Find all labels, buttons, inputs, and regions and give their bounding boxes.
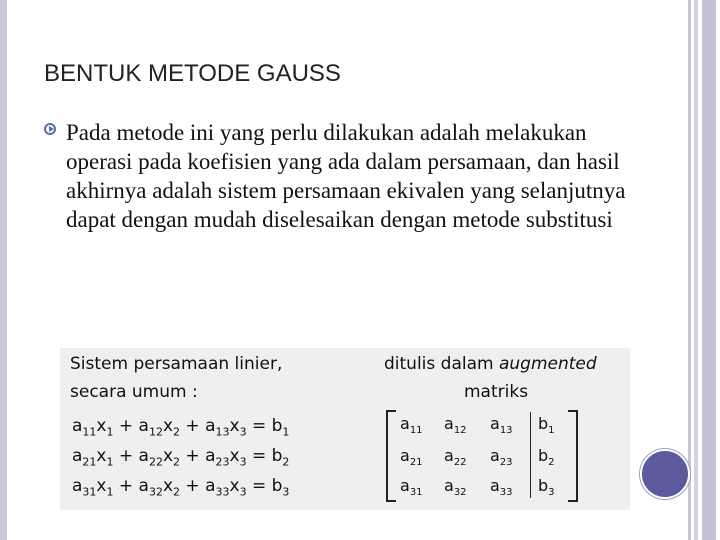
right-caption-italic: augmented <box>498 354 597 374</box>
matrix-cell: $a_{13}$ <box>490 414 513 437</box>
matrix-cell: $a_{11}$ <box>400 414 423 437</box>
right-caption-text: ditulis dalam <box>384 354 499 374</box>
bullet-text: Pada metode ini yang perlu dilakukan adalah melakukan operasi pada koefisien yang ada dalam persamaan, dan hasil akhirnya adalah sistem persamaan ekivalen yang selanjutnya dapat dengan mudah diselesaikan dengan metode substitusi <box>66 120 626 232</box>
equation-figure <box>60 348 630 510</box>
equation-row-2: $a_{21}x_1 + a_{22}x_2 + a_{23}x_3 = b_2$ <box>72 446 290 469</box>
left-border <box>0 0 7 540</box>
matrix-cell: $b_1$ <box>538 414 555 437</box>
decorative-circle <box>640 449 690 499</box>
right-frame <box>688 0 691 540</box>
equation-row-1: $a_{11}x_1 + a_{12}x_2 + a_{13}x_3 = b_1$ <box>72 416 290 439</box>
right-caption-line2: matriks <box>464 382 529 402</box>
matrix-augment-separator <box>530 412 531 498</box>
matrix-cell: $b_2$ <box>538 446 555 469</box>
matrix-cell: $a_{33}$ <box>490 476 513 499</box>
bullet-arrow-icon <box>44 123 56 135</box>
right-frame <box>694 0 698 540</box>
right-frame <box>702 0 716 540</box>
matrix-cell: $b_3$ <box>538 476 555 499</box>
right-caption-line1 <box>384 354 597 374</box>
matrix-cell: $a_{32}$ <box>444 476 467 499</box>
matrix-right-bracket <box>568 410 578 502</box>
slide-title: BENTUK METODE GAUSS <box>44 60 341 87</box>
equation-row-3: $a_{31}x_1 + a_{32}x_2 + a_{33}x_3 = b_3$ <box>72 476 290 499</box>
left-caption-line1: Sistem persamaan linier, <box>70 354 283 374</box>
matrix-cell: $a_{23}$ <box>490 446 513 469</box>
matrix-left-bracket <box>386 410 396 502</box>
bullet-item <box>44 118 654 234</box>
matrix-cell: $a_{22}$ <box>444 446 467 469</box>
matrix-cell: $a_{21}$ <box>400 446 423 469</box>
left-caption-line2: secara umum : <box>70 382 198 402</box>
matrix-cell: $a_{12}$ <box>444 414 467 437</box>
matrix-cell: $a_{31}$ <box>400 476 423 499</box>
